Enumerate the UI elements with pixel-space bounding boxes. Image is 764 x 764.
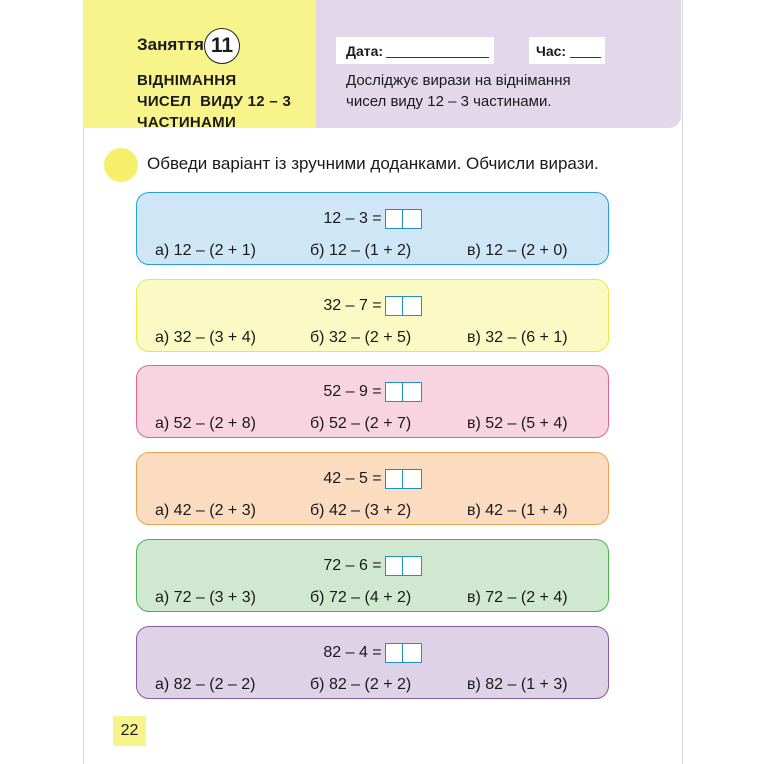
topic-line-2: ЧИСЕЛ ВИДУ 12 – 3 <box>137 93 292 110</box>
lesson-topic <box>137 70 312 133</box>
lesson-goal <box>346 70 646 112</box>
option-c[interactable]: в) 72 – (2 + 4) <box>467 589 568 606</box>
option-b[interactable]: б) 32 – (2 + 5) <box>310 329 412 346</box>
answer-box[interactable] <box>385 296 422 316</box>
answer-box[interactable] <box>385 469 422 489</box>
exercise-expression: 82 – 4 = <box>137 643 608 663</box>
exercise-box <box>136 452 609 525</box>
lesson-label: Заняття <box>137 35 204 54</box>
exercise-box <box>136 192 609 265</box>
option-b[interactable]: б) 72 – (4 + 2) <box>310 589 412 606</box>
answer-box[interactable] <box>385 209 422 229</box>
option-c[interactable]: в) 32 – (6 + 1) <box>467 329 568 346</box>
date-line <box>386 57 489 58</box>
topic-line-1: ВІДНІМАННЯ <box>137 72 237 89</box>
option-b[interactable]: б) 12 – (1 + 2) <box>310 242 412 259</box>
date-field[interactable] <box>336 37 494 64</box>
option-a[interactable]: а) 72 – (3 + 3) <box>155 589 256 606</box>
answer-box[interactable] <box>385 382 422 402</box>
option-a[interactable]: а) 12 – (2 + 1) <box>155 242 256 259</box>
option-b[interactable]: б) 52 – (2 + 7) <box>310 415 412 432</box>
time-field[interactable] <box>529 37 605 64</box>
answer-box[interactable] <box>385 643 422 663</box>
date-label: Дата: <box>346 43 384 59</box>
goal-line-1: Досліджує вирази на віднімання <box>346 72 571 89</box>
option-c[interactable]: в) 12 – (2 + 0) <box>467 242 568 259</box>
exercise-expression: 72 – 6 = <box>137 556 608 576</box>
option-b[interactable]: б) 82 – (2 + 2) <box>310 676 412 693</box>
exercise-box <box>136 539 609 612</box>
page-number: 22 <box>113 716 146 746</box>
exercise-expression: 32 – 7 = <box>137 296 608 316</box>
exercise-expression: 12 – 3 = <box>137 209 608 229</box>
exercise-box <box>136 626 609 699</box>
exercise-box <box>136 365 609 438</box>
option-c[interactable]: в) 82 – (1 + 3) <box>467 676 568 693</box>
task-bullet-icon <box>104 148 138 182</box>
time-line <box>570 57 601 58</box>
goal-line-2: чисел виду 12 – 3 частинами. <box>346 93 552 110</box>
option-a[interactable]: а) 52 – (2 + 8) <box>155 415 256 432</box>
time-label: Час: <box>536 43 567 59</box>
topic-line-3: ЧАСТИНАМИ <box>137 114 237 131</box>
option-a[interactable]: а) 32 – (3 + 4) <box>155 329 256 346</box>
option-c[interactable]: в) 52 – (5 + 4) <box>467 415 568 432</box>
task-instruction: Обведи варіант із зручними доданками. Обчисли вирази. <box>147 154 599 173</box>
option-b[interactable]: б) 42 – (3 + 2) <box>310 502 412 519</box>
option-a[interactable]: а) 82 – (2 – 2) <box>155 676 256 693</box>
option-a[interactable]: а) 42 – (2 + 3) <box>155 502 256 519</box>
answer-box[interactable] <box>385 556 422 576</box>
exercise-expression: 42 – 5 = <box>137 469 608 489</box>
exercise-box <box>136 279 609 352</box>
lesson-number-badge: 11 <box>204 28 240 64</box>
option-c[interactable]: в) 42 – (1 + 4) <box>467 502 568 519</box>
exercise-expression: 52 – 9 = <box>137 382 608 402</box>
